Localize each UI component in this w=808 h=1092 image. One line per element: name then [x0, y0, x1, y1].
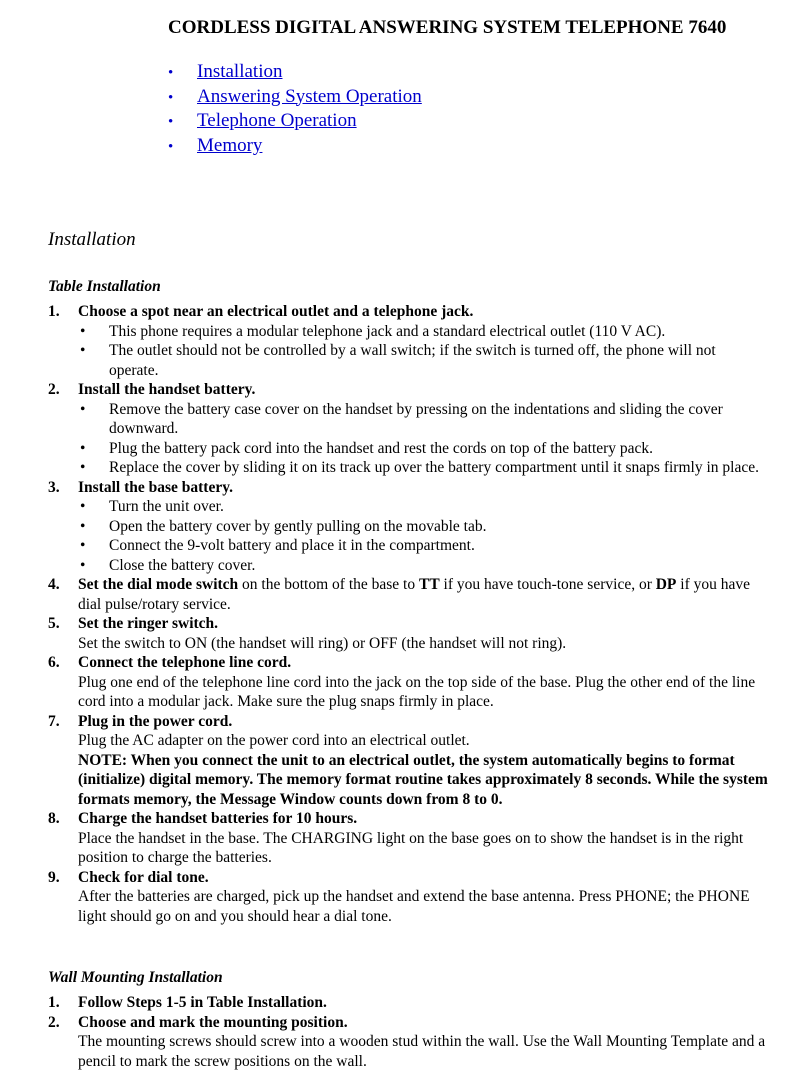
step-number: 8. [48, 810, 60, 827]
step-heading: Plug in the power cord. [78, 712, 233, 730]
step-number: 9. [48, 868, 60, 886]
toc-item-memory [168, 134, 422, 159]
toc-link-memory[interactable]: Memory [197, 134, 263, 156]
bullet-icon: • [80, 322, 86, 340]
toc-item-telephone-operation [168, 109, 422, 134]
subheading-table-installation: Table Installation [48, 278, 161, 295]
step-item [48, 614, 768, 653]
step-text: Plug the AC adapter on the power cord into an electrical outlet. [78, 732, 470, 749]
step-item [48, 868, 768, 927]
step-item [48, 653, 768, 712]
step-number: 1. [48, 994, 60, 1011]
step-heading: Charge the handset batteries for 10 hours. [78, 810, 358, 827]
bullet-icon: • [80, 439, 86, 457]
step-number: 7. [48, 712, 60, 730]
step-item [48, 380, 768, 478]
step-heading: Connect the telephone line cord. [78, 654, 292, 671]
sub-bullet: • Turn the unit over. [80, 498, 224, 515]
page-title: CORDLESS DIGITAL ANSWERING SYSTEM TELEPHONE 7640 [168, 17, 727, 38]
bullet-icon: • [80, 342, 86, 359]
step-item [48, 809, 768, 868]
step-number: 2. [48, 1013, 60, 1031]
step-text: Set the switch to ON (the handset will ring) or OFF (the handset will not ring). [78, 634, 567, 652]
toc-item-answering-system [168, 85, 422, 110]
bullet-icon: • [168, 89, 174, 106]
step-item [48, 993, 768, 1013]
toc-link-installation[interactable]: Installation [197, 61, 283, 82]
sub-bullet: • This phone requires a modular telephone jack and a standard electrical outlet (110 V AC). [80, 322, 666, 340]
sub-bullet: • Connect the 9-volt battery and place it in the compartment. [80, 537, 475, 554]
step-heading: Check for dial tone. [78, 868, 209, 886]
step-heading: Follow Steps 1-5 in Table Installation. [78, 994, 327, 1011]
step-item [48, 302, 768, 380]
bullet-icon: • [80, 498, 86, 515]
toc-link-telephone-operation[interactable]: Telephone Operation [197, 110, 357, 132]
section-heading-installation: Installation [48, 229, 136, 250]
table-of-contents [168, 60, 422, 158]
bullet-icon: • [80, 400, 86, 418]
step-heading: Choose a spot near an electrical outlet and a telephone jack. [78, 303, 474, 320]
step-text: Plug one end of the telephone line cord into the jack on the top side of the base. Plug the other end of the line cord into a modular jack. Make sure the plug snaps firmly in place. [78, 673, 756, 710]
step-item [48, 575, 768, 614]
toc-item-installation [168, 60, 422, 85]
sub-bullet: • Remove the battery case cover on the handset by pressing on the indentations and sliding the cover downward. [80, 400, 723, 437]
step-number: 4. [48, 576, 60, 593]
sub-bullet: • Replace the cover by sliding it on its track up over the battery compartment until it snaps firmly in place. [80, 459, 759, 476]
step-heading: Choose and mark the mounting position. [78, 1013, 348, 1031]
step-item [48, 478, 768, 576]
sub-bullet: • Plug the battery pack cord into the handset and rest the cords on top of the battery pack. [80, 439, 654, 457]
step-heading: Install the handset battery. [78, 381, 256, 398]
step-item [48, 1013, 768, 1072]
sub-bullet: • Close the battery cover. [80, 556, 256, 574]
step-number: 2. [48, 381, 60, 398]
step-text: The mounting screws should screw into a wooden stud within the wall. Use the Wall Mounting Template and a pencil to mark the screw positions on the wall. [78, 1033, 766, 1070]
subheading-wall-mounting: Wall Mounting Installation [48, 969, 223, 986]
bullet-icon: • [168, 138, 174, 155]
step-number: 3. [48, 478, 60, 496]
step-text: Set the dial mode switch on the bottom of the base to TT if you have touch-tone service, or DP if you have dial pulse/rotary service. [78, 576, 751, 613]
bullet-icon: • [80, 556, 86, 574]
note-text: NOTE: When you connect the unit to an electrical outlet, the system automatically begins to format (initialize) digital memory. The memory format routine takes approximately 8 seconds. While the system formats memory, the Message Window counts down from 8 to 0. [78, 751, 768, 808]
step-text: Place the handset in the base. The CHARGING light on the base goes on to show the handset is in the right position to charge the batteries. [78, 829, 744, 866]
toc-link-answering-system[interactable]: Answering System Operation [197, 85, 422, 107]
step-number: 1. [48, 303, 60, 320]
sub-bullet: • The outlet should not be controlled by a wall switch; if the switch is turned off, the phone will not operate. [80, 342, 716, 379]
bullet-icon: • [80, 459, 86, 476]
wall-mounting-steps [48, 993, 768, 1071]
step-item [48, 712, 768, 810]
step-text: After the batteries are charged, pick up the handset and extend the base antenna. Press PHONE; the PHONE light should go on and you should hear a dial tone. [78, 888, 750, 925]
step-number: 6. [48, 654, 60, 671]
bullet-icon: • [80, 517, 86, 535]
bullet-icon: • [168, 114, 174, 131]
step-number: 5. [48, 615, 60, 632]
table-installation-steps [48, 302, 768, 926]
step-heading: Install the base battery. [78, 478, 233, 496]
step-heading: Set the ringer switch. [78, 615, 219, 632]
bullet-icon: • [80, 537, 86, 554]
bullet-icon: • [168, 65, 174, 81]
sub-bullet: • Open the battery cover by gently pulling on the movable tab. [80, 517, 487, 535]
